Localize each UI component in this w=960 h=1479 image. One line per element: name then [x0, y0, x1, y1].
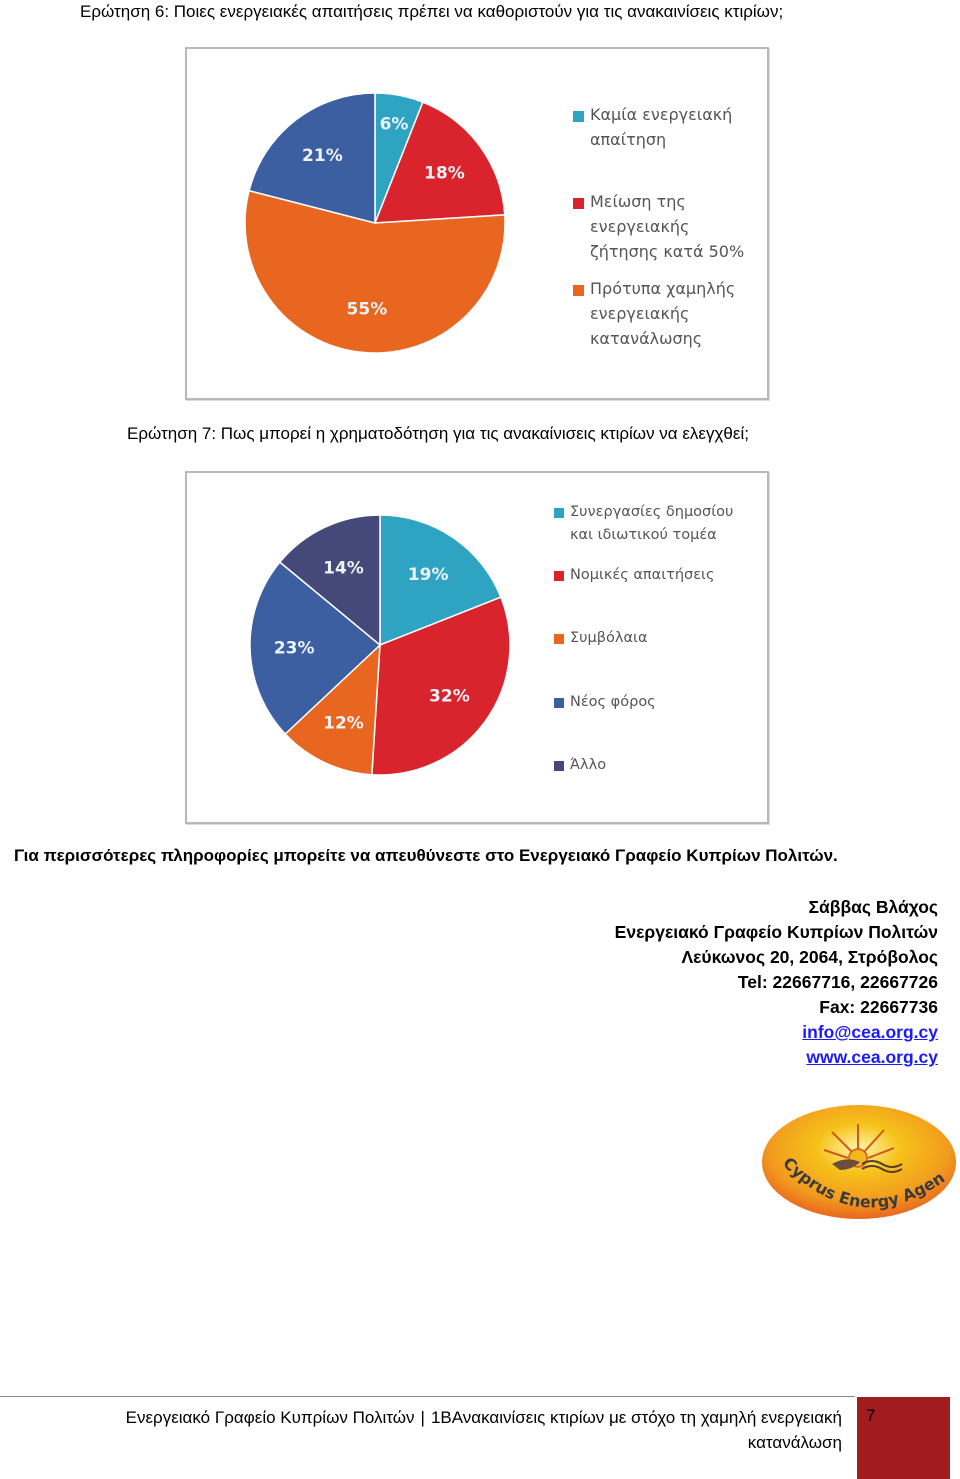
pie2-legend-swatch-3 — [554, 698, 564, 708]
chart-q7-pie — [185, 471, 769, 824]
pie-chart-q6 — [187, 49, 767, 398]
contact-name: Σάββας Βλάχος — [808, 897, 938, 917]
pie1-legend-text-1-2: ζήτησης κατά 50% — [590, 242, 745, 261]
pie2-slice-3-label: 23% — [273, 638, 315, 659]
pie1-legend-swatch-1 — [573, 198, 584, 209]
footer-title-line-1: 1ΒΑνακαινίσεις κτιρίων με στόχο τη χαμηλή ενεργειακή — [430, 1408, 842, 1427]
pie1-legend-text-2-0: Πρότυπα χαμηλής — [590, 279, 736, 298]
pie2-legend-swatch-1 — [554, 571, 564, 581]
pie2-legend-text-1-0: Νομικές απαιτήσεις — [570, 567, 715, 583]
contact-tel: Tel: 22667716, 22667726 — [737, 972, 938, 992]
more-info-text: Για περισσότερες πληροφορίες μπορείτε να απευθύνεστε στο Ενεργειακό Γραφείο Κυπρίων Πολιτών. — [14, 846, 838, 865]
pie1-slice-2-label: 55% — [346, 299, 388, 320]
pie2-legend-text-2-0: Συμβόλαια — [570, 630, 648, 646]
pie1-legend-text-0-1: απαίτηση — [590, 130, 667, 149]
logo-graphic — [760, 1102, 958, 1222]
contact-email-link[interactable]: info@cea.org.cy — [802, 1022, 938, 1042]
pie1-slice-1-label: 18% — [424, 163, 465, 184]
pie2-legend-text-4-0: Άλλο — [570, 757, 607, 773]
pie2-slice-1-label: 32% — [429, 686, 470, 707]
pie1-legend-text-0-0: Καμία ενεργειακή — [590, 105, 733, 124]
pie1-legend-text-2-1: ενεργειακής — [590, 304, 690, 323]
question-6-heading: Ερώτηση 6: Ποιες ενεργειακές απαιτήσεις πρέπει να καθοριστούν για τις ανακαινίσεις κτιρίων; — [80, 2, 784, 21]
pie1-legend-text-1-1: ενεργειακής — [590, 217, 690, 236]
pie2-slice-0-label: 19% — [407, 565, 449, 585]
contact-fax: Fax: 22667736 — [819, 997, 938, 1017]
logo-text: Cyprus Energy Agen — [779, 1153, 949, 1212]
pie1-legend-text-1-0: Μείωση της — [590, 192, 686, 211]
pie2-slice-2-label: 12% — [323, 713, 364, 734]
pie2-legend-swatch-2 — [554, 634, 564, 644]
footer-line-1 — [22, 1405, 842, 1430]
contact-block — [615, 895, 938, 1070]
page-number: 7 — [866, 1406, 876, 1425]
footer-text — [22, 1405, 842, 1455]
pie-chart-q7 — [187, 473, 767, 822]
footer-title-line-2: κατανάλωση — [747, 1433, 842, 1452]
pie2-slice-4-label: 14% — [323, 558, 364, 579]
contact-org: Ενεργειακό Γραφείο Κυπρίων Πολιτών — [614, 922, 938, 942]
pie1-legend-swatch-0 — [573, 111, 584, 122]
pie2-legend-text-0-1: και ιδιωτικού τομέα — [570, 527, 717, 543]
footer-separator: | — [420, 1408, 425, 1427]
question-7-heading: Ερώτηση 7: Πως μπορεί η χρηματοδότηση για τις ανακαίνισεις κτιρίων να ελεγχθεί; — [127, 424, 749, 443]
pie1-slice-0-label: 6% — [379, 114, 409, 135]
chart-q6-pie — [185, 47, 769, 400]
footer-org: Ενεργειακό Γραφείο Κυπρίων Πολιτών — [125, 1408, 415, 1427]
pie2-legend-text-3-0: Νέος φόρος — [570, 694, 656, 710]
pie1-legend-text-2-2: κατανάλωσης — [590, 329, 703, 348]
footer-divider — [0, 1396, 855, 1397]
contact-address: Λεύκωνος 20, 2064, Στρόβολος — [681, 947, 938, 967]
pie2-legend-swatch-0 — [554, 508, 564, 518]
pie2-legend-swatch-4 — [554, 761, 564, 771]
cyprus-energy-agency-logo — [760, 1102, 958, 1227]
pie1-legend-swatch-2 — [573, 285, 584, 296]
contact-web-link[interactable]: www.cea.org.cy — [806, 1047, 938, 1067]
pie1-slice-3-label: 21% — [302, 146, 343, 167]
pie2-legend-text-0-0: Συνεργασίες δημοσίου — [570, 504, 734, 520]
